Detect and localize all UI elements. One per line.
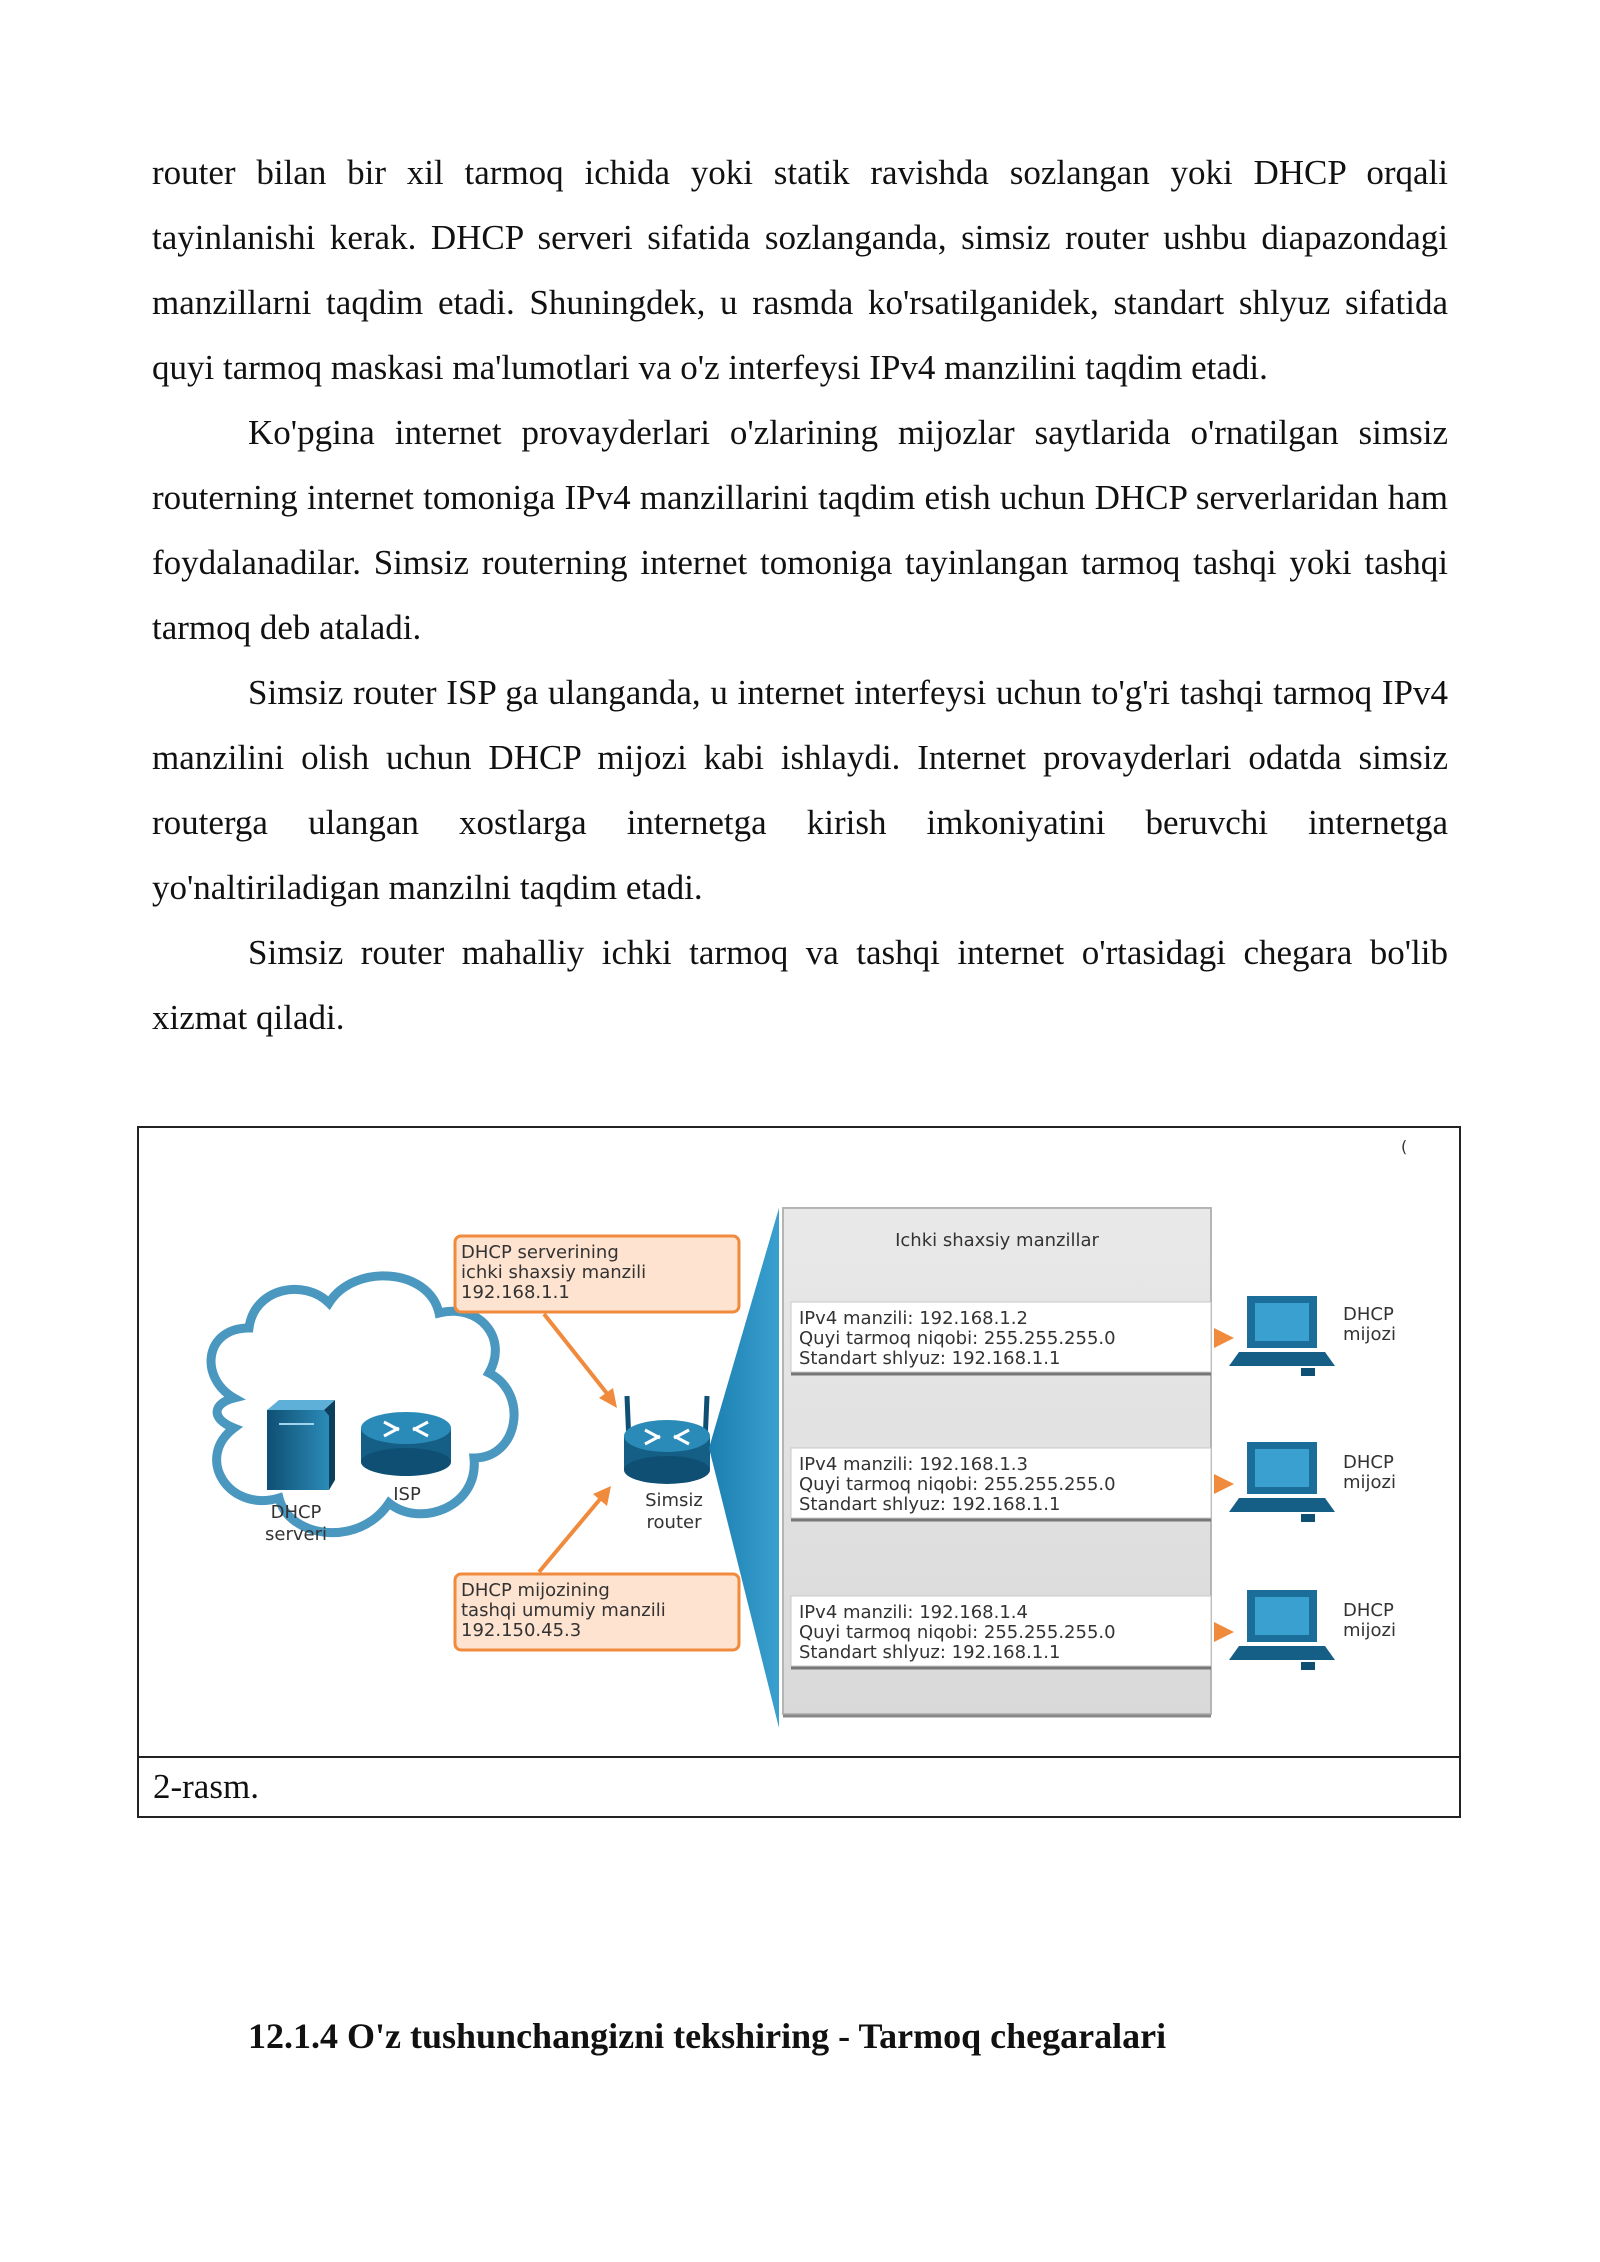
client-1-label-1: DHCP <box>1343 1304 1394 1325</box>
callout-arrows <box>539 1314 617 1572</box>
client-callout-line-1: DHCP mijozining <box>461 1580 610 1601</box>
client-card-1 <box>791 1302 1211 1374</box>
paragraph-2: Ko'pgina internet provayderlari o'zlarining mijozlar saytlarida o'rnatilgan simsiz routerning internet tomoniga IPv4 manzillarini taqdim etish uchun DHCP serverlaridan ham foydalanadilar. Simsiz routerning internet tomoniga tayinlangan tarmoq tashqi yoki tashqi tarmoq deb ataladi. <box>152 413 1448 647</box>
client-2-label-2: mijozi <box>1343 1472 1396 1493</box>
client-1-label-2: mijozi <box>1343 1324 1396 1345</box>
internet-cloud <box>211 1276 514 1533</box>
panel-title: Ichki shaxsiy manzillar <box>895 1230 1099 1251</box>
isp-label: ISP <box>393 1484 421 1505</box>
dhcp-server-label-2: serveri <box>265 1524 327 1545</box>
client-3-label-2: mijozi <box>1343 1620 1396 1641</box>
wireless-router-icon <box>624 1396 710 1484</box>
server-callout <box>455 1236 739 1312</box>
router-label-2: router <box>646 1512 702 1533</box>
client-3-label-1: DHCP <box>1343 1600 1394 1621</box>
pc-icon-2 <box>1214 1442 1335 1522</box>
figure-box <box>137 1126 1461 1818</box>
client-callout-line-2: tashqi umumiy manzili <box>461 1600 666 1621</box>
client-2-ip: IPv4 manzili: 192.168.1.3 <box>799 1454 1028 1475</box>
network-diagram <box>139 1128 1459 1758</box>
client-card-3 <box>791 1596 1211 1668</box>
client-card-2 <box>791 1448 1211 1520</box>
corner-mark: ( <box>1401 1137 1408 1156</box>
client-1-gateway: Standart shlyuz: 192.168.1.1 <box>799 1348 1061 1369</box>
router-label-1: Simsiz <box>645 1490 703 1511</box>
server-callout-line-2: ichki shaxsiy manzili <box>461 1262 647 1283</box>
client-1-ip: IPv4 manzili: 192.168.1.2 <box>799 1308 1028 1329</box>
client-2-gateway: Standart shlyuz: 192.168.1.1 <box>799 1494 1061 1515</box>
client-2-mask: Quyi tarmoq niqobi: 255.255.255.0 <box>799 1474 1116 1495</box>
client-3-ip: IPv4 manzili: 192.168.1.4 <box>799 1602 1028 1623</box>
isp-router-icon <box>361 1412 451 1476</box>
pc-icon-1 <box>1214 1296 1335 1376</box>
paragraph-4: Simsiz router mahalliy ichki tarmoq va tashqi internet o'rtasidagi chegara bo'lib xizmat qiladi. <box>152 933 1448 1037</box>
client-3-gateway: Standart shlyuz: 192.168.1.1 <box>799 1642 1061 1663</box>
paragraph-3: Simsiz router ISP ga ulanganda, u internet interfeysi uchun to'g'ri tashqi tarmoq IPv4 manzilini olish uchun DHCP mijozi kabi ishlaydi. Internet provayderlari odatda simsiz routerga ulangan xostlarga internetga kirish imkoniyatini beruvchi internetga yo'naltiriladigan manzilni taqdim etadi. <box>152 673 1448 907</box>
client-2-label-1: DHCP <box>1343 1452 1394 1473</box>
client-3-mask: Quyi tarmoq niqobi: 255.255.255.0 <box>799 1622 1116 1643</box>
server-callout-line-1: DHCP serverining <box>461 1242 619 1263</box>
client-1-mask: Quyi tarmoq niqobi: 255.255.255.0 <box>799 1328 1116 1349</box>
body-text <box>152 140 1448 1050</box>
server-callout-line-3: 192.168.1.1 <box>461 1282 570 1303</box>
client-callout <box>455 1574 739 1650</box>
dhcp-server-label-1: DHCP <box>270 1502 322 1523</box>
figure-caption: 2-rasm. <box>153 1767 259 1806</box>
dhcp-server-icon <box>267 1400 335 1490</box>
paragraph-1: router bilan bir xil tarmoq ichida yoki statik ravishda sozlangan yoki DHCP orqali tayinlanishi kerak. DHCP serveri sifatida sozlanganda, simsiz router ushbu diapazondagi manzillarni taqdim etadi. Shuningdek, u rasmda ko'rsatilganidek, standart shlyuz sifatida quyi tarmoq maskasi ma'lumotlari va o'z interfeysi IPv4 manzilini taqdim etadi. <box>152 153 1448 387</box>
pc-icon-3 <box>1214 1590 1335 1670</box>
section-heading: 12.1.4 O'z tushunchangizni tekshiring - Tarmoq chegaralari <box>248 2016 1167 2056</box>
client-callout-line-3: 192.150.45.3 <box>461 1620 582 1641</box>
